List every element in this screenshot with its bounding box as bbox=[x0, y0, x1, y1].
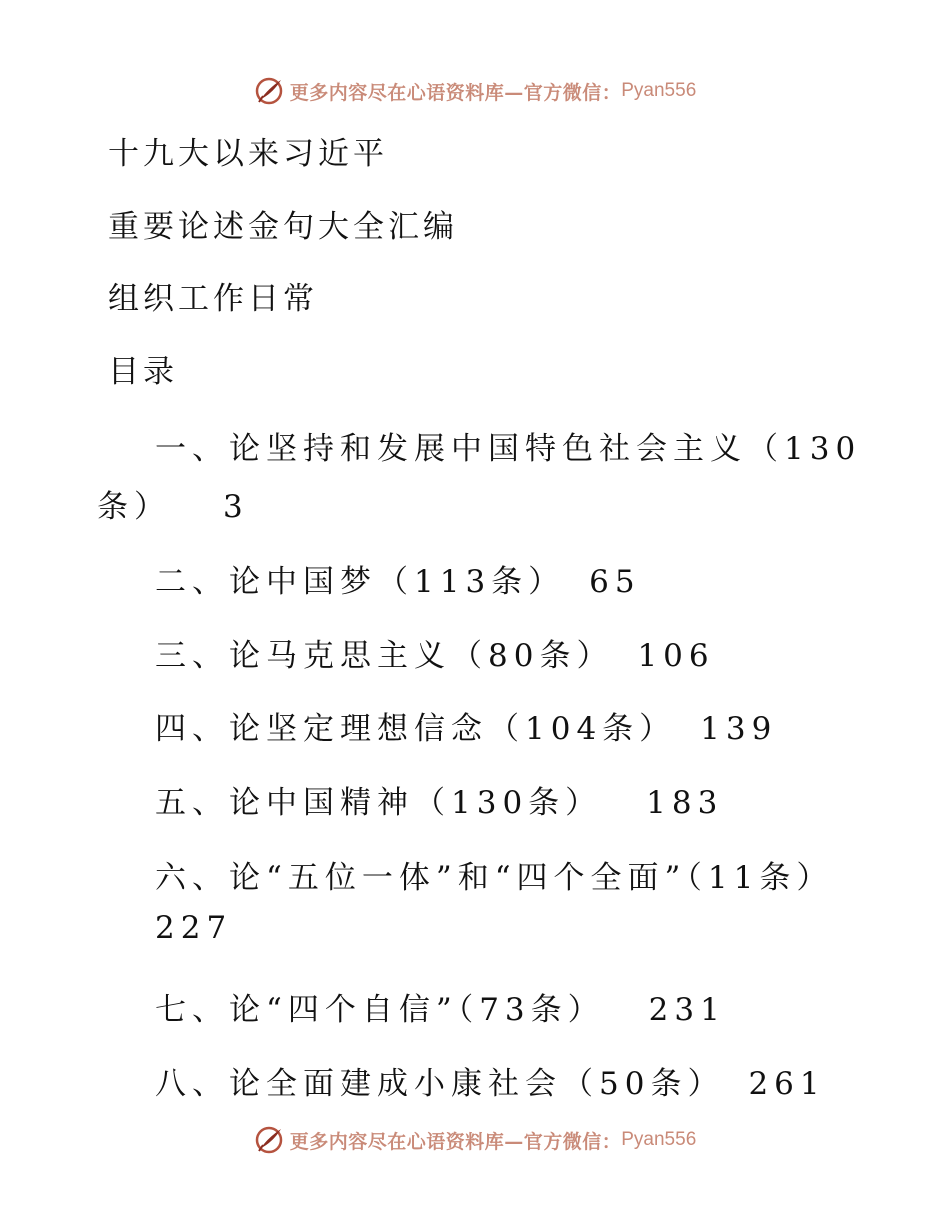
footer-watermark bbox=[0, 1120, 950, 1160]
document-subtitle: 组织工作日常 bbox=[108, 281, 318, 317]
watermark-text: 更多内容尽在心语资料库—官方微信： bbox=[289, 81, 622, 104]
toc-entry-2-label: 二、论中国梦（113条） bbox=[155, 564, 566, 600]
toc-entry-5[interactable] bbox=[155, 777, 723, 822]
watermark-wechat-id: Pyan556 bbox=[621, 80, 697, 101]
toc-entry-8-page: 261 bbox=[748, 1066, 826, 1102]
toc-heading: 目录 bbox=[108, 354, 178, 390]
toc-entry-2-page: 65 bbox=[589, 564, 641, 600]
toc-entry-4-page: 139 bbox=[700, 711, 778, 747]
watermark-text: 更多内容尽在心语资料库—官方微信： bbox=[289, 1130, 622, 1153]
quill-logo-icon bbox=[254, 76, 284, 106]
toc-entry-8-label: 八、论全面建成小康社会（50条） bbox=[155, 1066, 725, 1102]
toc-entry-2[interactable] bbox=[155, 556, 641, 601]
toc-entry-7-page: 231 bbox=[648, 992, 726, 1028]
toc-entry-3-page: 106 bbox=[637, 638, 715, 674]
toc-entry-5-page: 183 bbox=[646, 785, 724, 821]
toc-entry-3[interactable] bbox=[155, 630, 715, 675]
toc-entry-7-label: 七、论“四个自信”（73条） bbox=[155, 992, 605, 1028]
toc-entry-8[interactable] bbox=[155, 1058, 826, 1103]
header-watermark bbox=[0, 71, 950, 111]
toc-entry-6-label[interactable]: 六、论“五位一体”和“四个全面”（11条） bbox=[155, 860, 834, 896]
toc-entry-1-label-cont: 条） bbox=[97, 489, 171, 525]
toc-entry-1-continuation[interactable] bbox=[97, 481, 249, 526]
document-title-line-1: 十九大以来习近平 bbox=[108, 136, 388, 172]
toc-entry-4-label: 四、论坚定理想信念（104条） bbox=[155, 711, 677, 747]
toc-entry-1-label[interactable]: 一、论坚持和发展中国特色社会主义（130 bbox=[155, 431, 862, 467]
quill-logo-icon bbox=[254, 1125, 284, 1155]
toc-entry-6-page[interactable]: 227 bbox=[155, 910, 233, 946]
toc-entry-5-label: 五、论中国精神（130条） bbox=[155, 785, 603, 821]
toc-entry-4[interactable] bbox=[155, 703, 777, 748]
document-title-line-2: 重要论述金句大全汇编 bbox=[108, 209, 458, 245]
toc-entry-1-page: 3 bbox=[223, 489, 249, 525]
watermark-wechat-id: Pyan556 bbox=[621, 1129, 697, 1150]
toc-entry-7[interactable] bbox=[155, 984, 726, 1029]
toc-entry-3-label: 三、论马克思主义（80条） bbox=[155, 638, 614, 674]
